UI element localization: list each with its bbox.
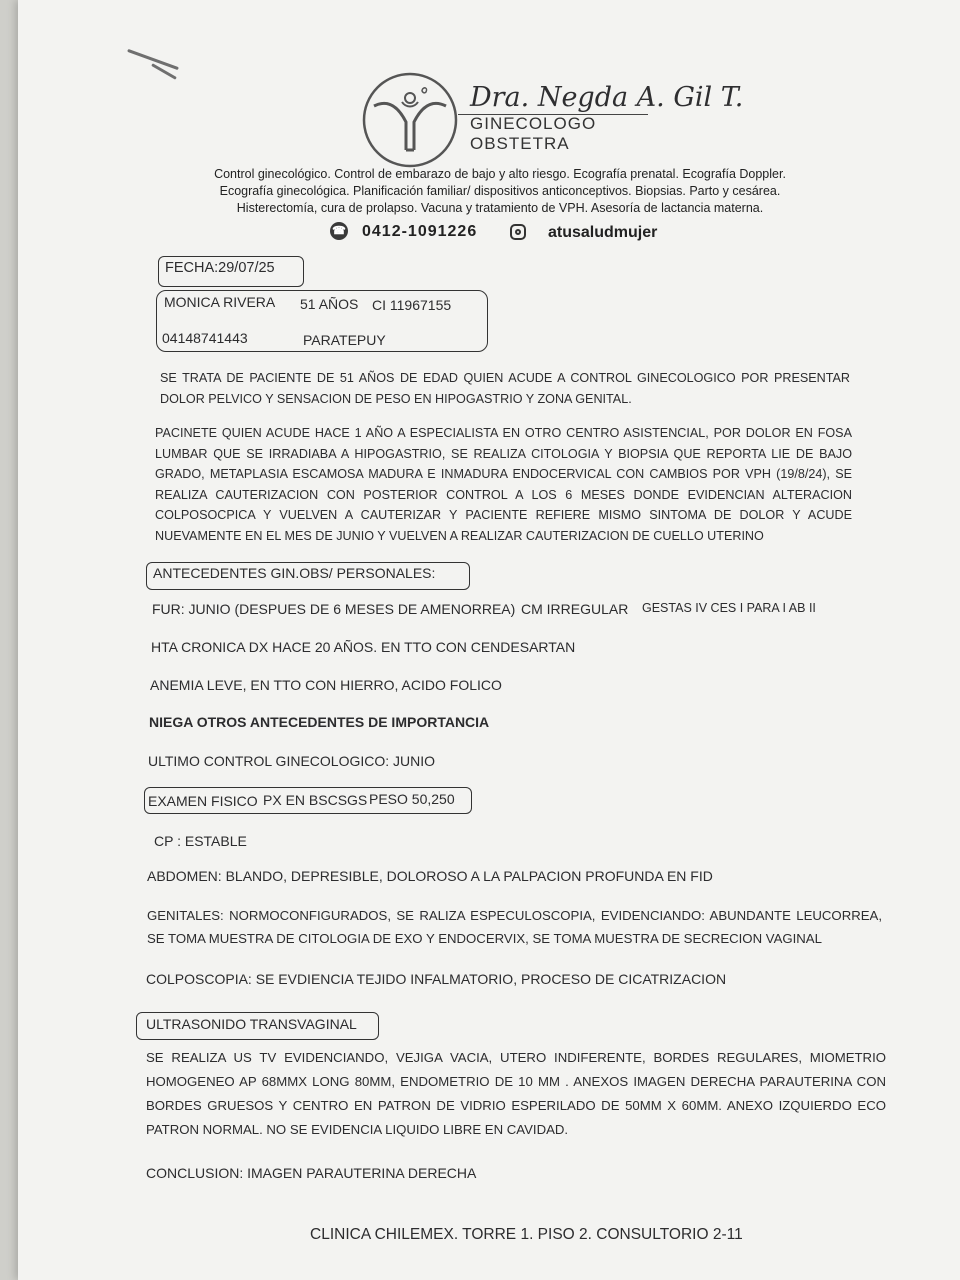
ultimo-control: ULTIMO CONTROL GINECOLOGICO: JUNIO (148, 753, 436, 769)
doctor-name: Dra. Negda A. Gil T. (470, 82, 744, 113)
niega: NIEGA OTROS ANTECEDENTES DE IMPORTANCIA (149, 714, 490, 730)
patient-name: MONICA RIVERA (164, 294, 276, 310)
patient-age: 51 AÑOS (300, 296, 359, 312)
specialty-obstetrician: OBSTETRA (470, 134, 570, 153)
exam-abdomen: ABDOMEN: BLANDO, DEPRESIBLE, DOLOROSO A LA PALPACION PROFUNDA EN FID (147, 868, 713, 884)
fur: FUR: JUNIO (DESPUES DE 6 MESES DE AMENORREA) (152, 601, 516, 617)
hta: HTA CRONICA DX HACE 20 AÑOS. EN TTO CON CENDESARTAN (151, 639, 576, 655)
anemia: ANEMIA LEVE, EN TTO CON HIERRO, ACIDO FOLICO (150, 677, 502, 693)
services-list: Control ginecológico. Control de embarazo de bajo y alto riesgo. Ecografía prenatal. Ecografía Doppler. Ecografía ginecológica. Planificación familiar/ dispositivos anticonceptivos. Biopsias. Parto y cesárea. Histerectomía, cura de prolapso. Vacuna y tratamiento de VPH. Asesoría de lactancia materna. (214, 167, 786, 215)
date: FECHA:29/07/25 (165, 260, 275, 276)
antecedentes-title: ANTECEDENTES GIN.OBS/ PERSONALES: (153, 565, 436, 581)
patient-ci: CI 11967155 (372, 297, 452, 313)
instagram-handle: atusaludmujer (548, 224, 658, 241)
exam-genitales: GENITALES: NORMOCONFIGURADOS, SE RALIZA ESPECULOSCOPIA, EVIDENCIANDO: ABUNDANTE LEUCORREA, SE TOMA MUESTRA DE CITOLOGIA DE EXO Y ENDOCERVIX, SE TOMA MUESTRA DE SECRECION VAGINAL (147, 908, 882, 946)
exam-cp: CP : ESTABLE (154, 833, 247, 849)
ultrasound-title: ULTRASONIDO TRANSVAGINAL (146, 1016, 357, 1032)
history-detail: PACINETE QUIEN ACUDE HACE 1 AÑO A ESPECIALISTA EN OTRO CENTRO ASISTENCIAL, POR DOLOR EN FOSA LUMBAR QUE SE IRRADIABA A HIPOGASTRIO, SE REALIZA CITOLOGIA Y BIOPSIA QUE REPORTA LIE DE BAJO GRADO, METAPLASIA ESCAMOSA MADURA E INMADURA ENDOCERVICAL CON CAMBIOS POR VPH (19/8/24), SE REALIZA CAUTERIZACION CON POSTERIOR CONTROL A LOS 6 MESES DONDE EVIDENCIAN ALTERACION COLPOSOCPICA Y VUELVEN A CAUTERIZAR Y PACIENTE REFIERE MISMO SINTOMA DE DOLOR Y ACUDE NUEVAMENTE EN EL MES DE JUNIO Y VUELVEN A REALIZAR CAUTERIZACION DE CUELLO UTERINO (155, 426, 852, 543)
exam-px: PX EN BSCSGS (263, 792, 368, 808)
specialty-block (470, 114, 596, 154)
exam-title: EXAMEN FISICO (148, 793, 258, 809)
instagram-icon (510, 224, 526, 240)
clinic-address: CLINICA CHILEMEX. TORRE 1. PISO 2. CONSULTORIO 2-11 (310, 1226, 743, 1243)
specialty-gynecologist: GINECOLOGO (470, 114, 597, 133)
cm: CM IRREGULAR (521, 601, 629, 617)
exam-peso: PESO 50,250 (369, 791, 455, 807)
exam-colposcopia: COLPOSCOPIA: SE EVDIENCIA TEJIDO INFALMATORIO, PROCESO DE CICATRIZACION (146, 971, 727, 987)
patient-phone: 04148741443 (162, 330, 248, 346)
history-intro: SE TRATA DE PACIENTE DE 51 AÑOS DE EDAD QUIEN ACUDE A CONTROL GINECOLOGICO POR PRESENTAR DOLOR PELVICO Y SENSACION DE PESO EN HIPOGASTRIO Y ZONA GENITAL. (160, 371, 850, 406)
whatsapp-icon: ☎ (330, 222, 348, 240)
ultrasound-conclusion: CONCLUSION: IMAGEN PARAUTERINA DERECHA (146, 1165, 477, 1181)
ultrasound-text: SE REALIZA US TV EVIDENCIANDO, VEJIGA VACIA, UTERO INDIFERENTE, BORDES REGULARES, MIOMETRIO HOMOGENEO AP 68MMX LONG 80MM, ENDOMETRIO DE 10 MM . ANEXOS IMAGEN DERECHA PARAUTERINA CON BORDES GRUESOS Y CENTRO EN PATRON DE VIDRIO ESPERILADO DE 50MM X 60MM. ANEXO IZQUIERDO ECO PATRON NORMAL. NO SE EVIDENCIA LIQUIDO LIBRE EN CAVIDAD. (146, 1050, 886, 1137)
patient-location: PARATEPUY (303, 332, 386, 348)
uterus-logo-icon (360, 70, 470, 170)
clinic-phone: 0412-1091226 (362, 223, 478, 240)
gestas: GESTAS IV CES I PARA I AB II (642, 601, 816, 615)
